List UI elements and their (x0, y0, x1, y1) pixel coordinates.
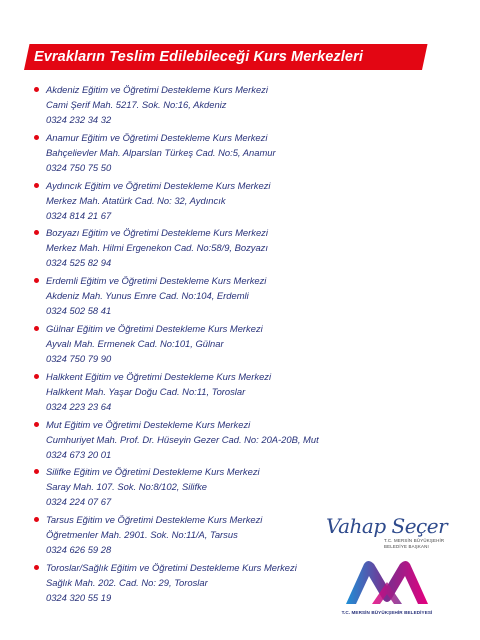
bullet-icon (34, 326, 39, 331)
bullet-icon (34, 87, 39, 92)
center-name: Silifke Eğitim ve Öğretimi Destekleme Kurs Merkezi (46, 466, 260, 478)
center-address: Merkez Mah. Atatürk Cad. No: 32, Aydıncık (46, 194, 226, 206)
list-item (34, 417, 346, 465)
center-name: Anamur Eğitim ve Öğretimi Destekleme Kurs Merkezi (46, 131, 268, 143)
page-title: Evrakların Teslim Edilebileceği Kurs Merkezleri (34, 49, 363, 65)
center-address: Saray Mah. 107. Sok. No:8/102, Silifke (46, 481, 208, 493)
center-name: Halkkent Eğitim ve Öğretimi Destekleme Kurs Merkezi (46, 370, 272, 382)
list-item (34, 273, 346, 321)
center-phone: 0324 525 82 94 (46, 257, 112, 269)
center-phone: 0324 750 75 50 (46, 161, 112, 173)
center-address: Akdeniz Mah. Yunus Emre Cad. No:104, Erdemli (46, 290, 249, 302)
list-item (34, 130, 346, 178)
mersin-municipality-logo-icon (342, 556, 432, 608)
bullet-icon (34, 374, 39, 379)
signature-name: Vahap Seçer (326, 514, 448, 538)
mayor-signature (326, 514, 456, 550)
list-item (34, 560, 346, 608)
center-address: Öğretmenler Mah. 2901. Sok. No:11/A, Tarsus (46, 529, 238, 541)
bullet-icon (34, 183, 39, 188)
center-address: Cami Şerif Mah. 5217. Sok. No:16, Akdeniz (46, 99, 227, 110)
bullet-icon (34, 517, 39, 522)
center-name: Mut Eğitim ve Öğretimi Destekleme Kurs Merkezi (46, 418, 251, 430)
center-phone: 0324 320 55 19 (46, 591, 112, 603)
list-item (34, 321, 346, 369)
center-phone: 0324 814 21 67 (46, 209, 112, 221)
list-item (34, 369, 346, 417)
logo-graphic (342, 556, 432, 608)
course-center-list (34, 82, 346, 608)
center-name: Toroslar/Sağlık Eğitim ve Öğretimi Destekleme Kurs Merkezi (46, 561, 297, 573)
center-name: Bozyazı Eğitim ve Öğretimi Destekleme Kurs Merkezi (46, 227, 268, 239)
list-item (34, 225, 346, 273)
center-phone: 0324 232 34 32 (46, 114, 112, 125)
center-phone: 0324 750 79 90 (46, 352, 112, 364)
center-name: Tarsus Eğitim ve Öğretimi Destekleme Kurs Merkezi (46, 514, 263, 526)
center-address: Bahçelievler Mah. Alparslan Türkeş Cad. No:5, Anamur (46, 146, 276, 158)
list-item (34, 178, 346, 226)
bullet-icon (34, 278, 39, 283)
center-name: Akdeniz Eğitim ve Öğretimi Destekleme Kurs Merkezi (46, 84, 268, 95)
center-phone: 0324 673 20 01 (46, 448, 112, 460)
signature-title-line1: T.C. MERSİN BÜYÜKŞEHİR (384, 538, 445, 543)
center-name: Aydıncık Eğitim ve Öğretimi Destekleme Kurs Merkezi (46, 179, 271, 191)
list-item (34, 82, 346, 130)
signature-title-line2: BELEDİYE BAŞKANI (384, 544, 429, 549)
bullet-icon (34, 422, 39, 427)
center-address: Merkez Mah. Hilmi Ergenekon Cad. No:58/9, Bozyazı (46, 242, 268, 254)
list-item (34, 512, 346, 560)
list-item (34, 464, 346, 512)
center-name: Gülnar Eğitim ve Öğretimi Destekleme Kurs Merkezi (46, 322, 263, 334)
bullet-icon (34, 135, 39, 140)
bullet-icon (34, 230, 39, 235)
bullet-icon (34, 565, 39, 570)
center-address: Cumhuriyet Mah. Prof. Dr. Hüseyin Gezer Cad. No: 20A-20B, Mut (46, 433, 319, 445)
center-phone: 0324 223 23 64 (46, 400, 112, 412)
center-phone: 0324 224 07 67 (46, 496, 112, 508)
bullet-icon (34, 469, 39, 474)
center-phone: 0324 626 59 28 (46, 544, 112, 556)
center-address: Ayvalı Mah. Ermenek Cad. No:101, Gülnar (46, 337, 224, 349)
center-address: Halkkent Mah. Yaşar Doğu Cad. No:11, Toroslar (46, 385, 246, 397)
center-phone: 0324 502 58 41 (46, 305, 112, 317)
center-name: Erdemli Eğitim ve Öğretimi Destekleme Kurs Merkezi (46, 275, 267, 287)
center-address: Sağlık Mah. 202. Cad. No: 29, Toroslar (46, 576, 208, 588)
logo-caption: T.C. MERSİN BÜYÜKŞEHİR BELEDİYESİ (341, 610, 433, 615)
